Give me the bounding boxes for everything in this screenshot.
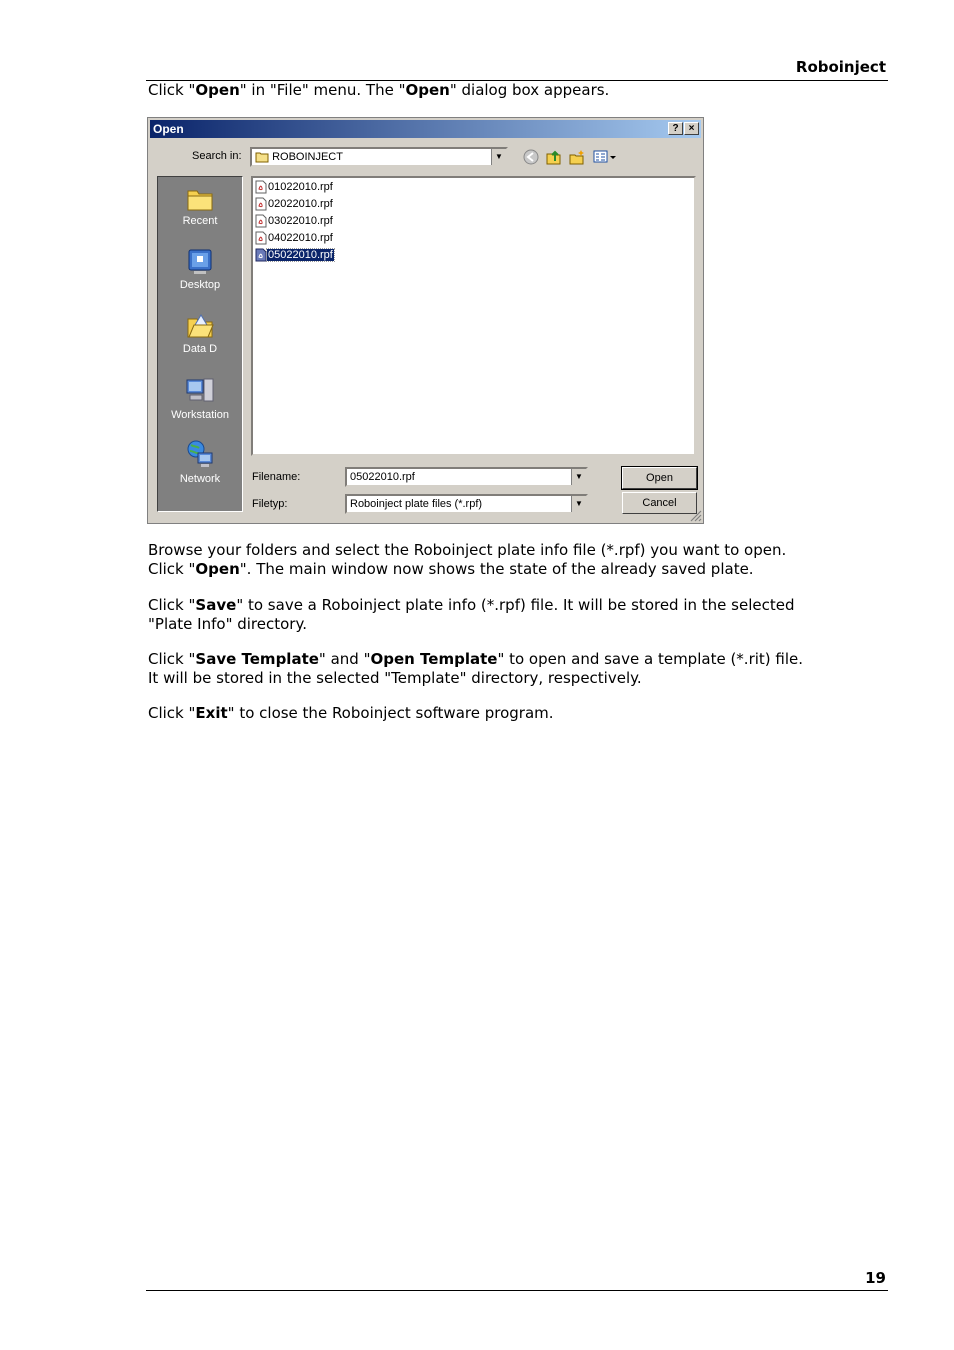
filename-dropdown-arrow[interactable]: ▼ <box>571 469 586 485</box>
help-button[interactable]: ? <box>668 122 683 135</box>
back-icon[interactable] <box>523 149 539 165</box>
desktop-icon <box>185 247 215 277</box>
network-icon <box>184 439 216 471</box>
paragraph-browse: Browse your folders and select the Roboinject plate info file (*.rpf) you want to open. Click "Open". The main window now shows the state of the already saved plate. <box>148 541 787 578</box>
filetype-combo[interactable] <box>345 494 588 514</box>
paragraph-template: Click "Save Template" and "Open Template" to open and save a template (*.rit) file. It will be stored in the selected "Template" directory, respectively. <box>148 650 804 687</box>
place-desktop[interactable] <box>158 247 242 291</box>
file-name: 03022010.rpf <box>268 215 333 227</box>
filetype-value: Roboinject plate files (*.rpf) <box>350 498 483 510</box>
file-name: 05022010.rpf <box>268 249 333 261</box>
filename-value: 05022010.rpf <box>350 471 415 483</box>
place-label: Recent <box>182 215 218 227</box>
list-item[interactable] <box>255 179 334 195</box>
rpf-file-icon <box>255 231 267 245</box>
filename-combo[interactable] <box>345 467 588 487</box>
rpf-file-icon <box>255 248 267 262</box>
search-in-label: Search in: <box>192 150 242 162</box>
open-button[interactable]: Open <box>622 467 697 489</box>
workstation-icon <box>184 375 216 407</box>
dialog-title: Open <box>153 122 184 136</box>
file-name: 02022010.rpf <box>268 198 333 210</box>
cancel-button[interactable]: Cancel <box>622 492 697 514</box>
file-name: 04022010.rpf <box>268 232 333 244</box>
data-drive-icon <box>185 311 215 341</box>
view-menu-icon[interactable] <box>593 149 617 165</box>
place-network[interactable] <box>158 439 242 485</box>
place-label: Desktop <box>179 279 221 291</box>
list-item[interactable] <box>255 213 334 229</box>
intro-paragraph: Click "Open" in "File" menu. The "Open" dialog box appears. <box>148 81 610 99</box>
new-folder-icon[interactable] <box>569 149 585 165</box>
folder-icon <box>255 151 269 163</box>
file-name: 01022010.rpf <box>268 181 333 193</box>
rpf-file-icon <box>255 180 267 194</box>
list-item-selected[interactable] <box>255 247 334 263</box>
place-workstation[interactable] <box>158 375 242 421</box>
place-label: Workstation <box>171 409 229 421</box>
list-item[interactable] <box>255 230 334 246</box>
paragraph-exit: Click "Exit" to close the Roboinject software program. <box>148 704 554 722</box>
places-bar <box>157 176 243 512</box>
page-header-title: Roboinject <box>795 58 886 76</box>
open-dialog <box>147 117 704 524</box>
resize-grip-icon[interactable] <box>690 510 702 522</box>
recent-folder-icon <box>185 185 215 213</box>
up-folder-icon[interactable] <box>546 149 562 165</box>
filetype-label: Filetyp: <box>252 498 288 510</box>
page-number: 19 <box>865 1269 886 1287</box>
close-button[interactable]: × <box>684 122 699 135</box>
footer-rule <box>146 1290 888 1291</box>
search-in-dropdown-arrow[interactable]: ▼ <box>491 149 506 165</box>
dialog-titlebar <box>150 120 701 138</box>
place-label: Data D <box>182 343 218 355</box>
rpf-file-icon <box>255 214 267 228</box>
place-data-d[interactable] <box>158 311 242 355</box>
rpf-file-icon <box>255 197 267 211</box>
place-recent[interactable] <box>158 185 242 227</box>
search-in-combo[interactable] <box>250 147 508 167</box>
filetype-dropdown-arrow[interactable]: ▼ <box>571 496 586 512</box>
filename-label: Filename: <box>252 471 301 483</box>
list-item[interactable] <box>255 196 334 212</box>
place-label: Network <box>179 473 221 485</box>
file-list[interactable] <box>251 176 696 456</box>
paragraph-save: Click "Save" to save a Roboinject plate info (*.rpf) file. It will be stored in the selected "Plate Info" directory. <box>148 596 795 633</box>
search-in-value: ROBOINJECT <box>272 151 343 163</box>
